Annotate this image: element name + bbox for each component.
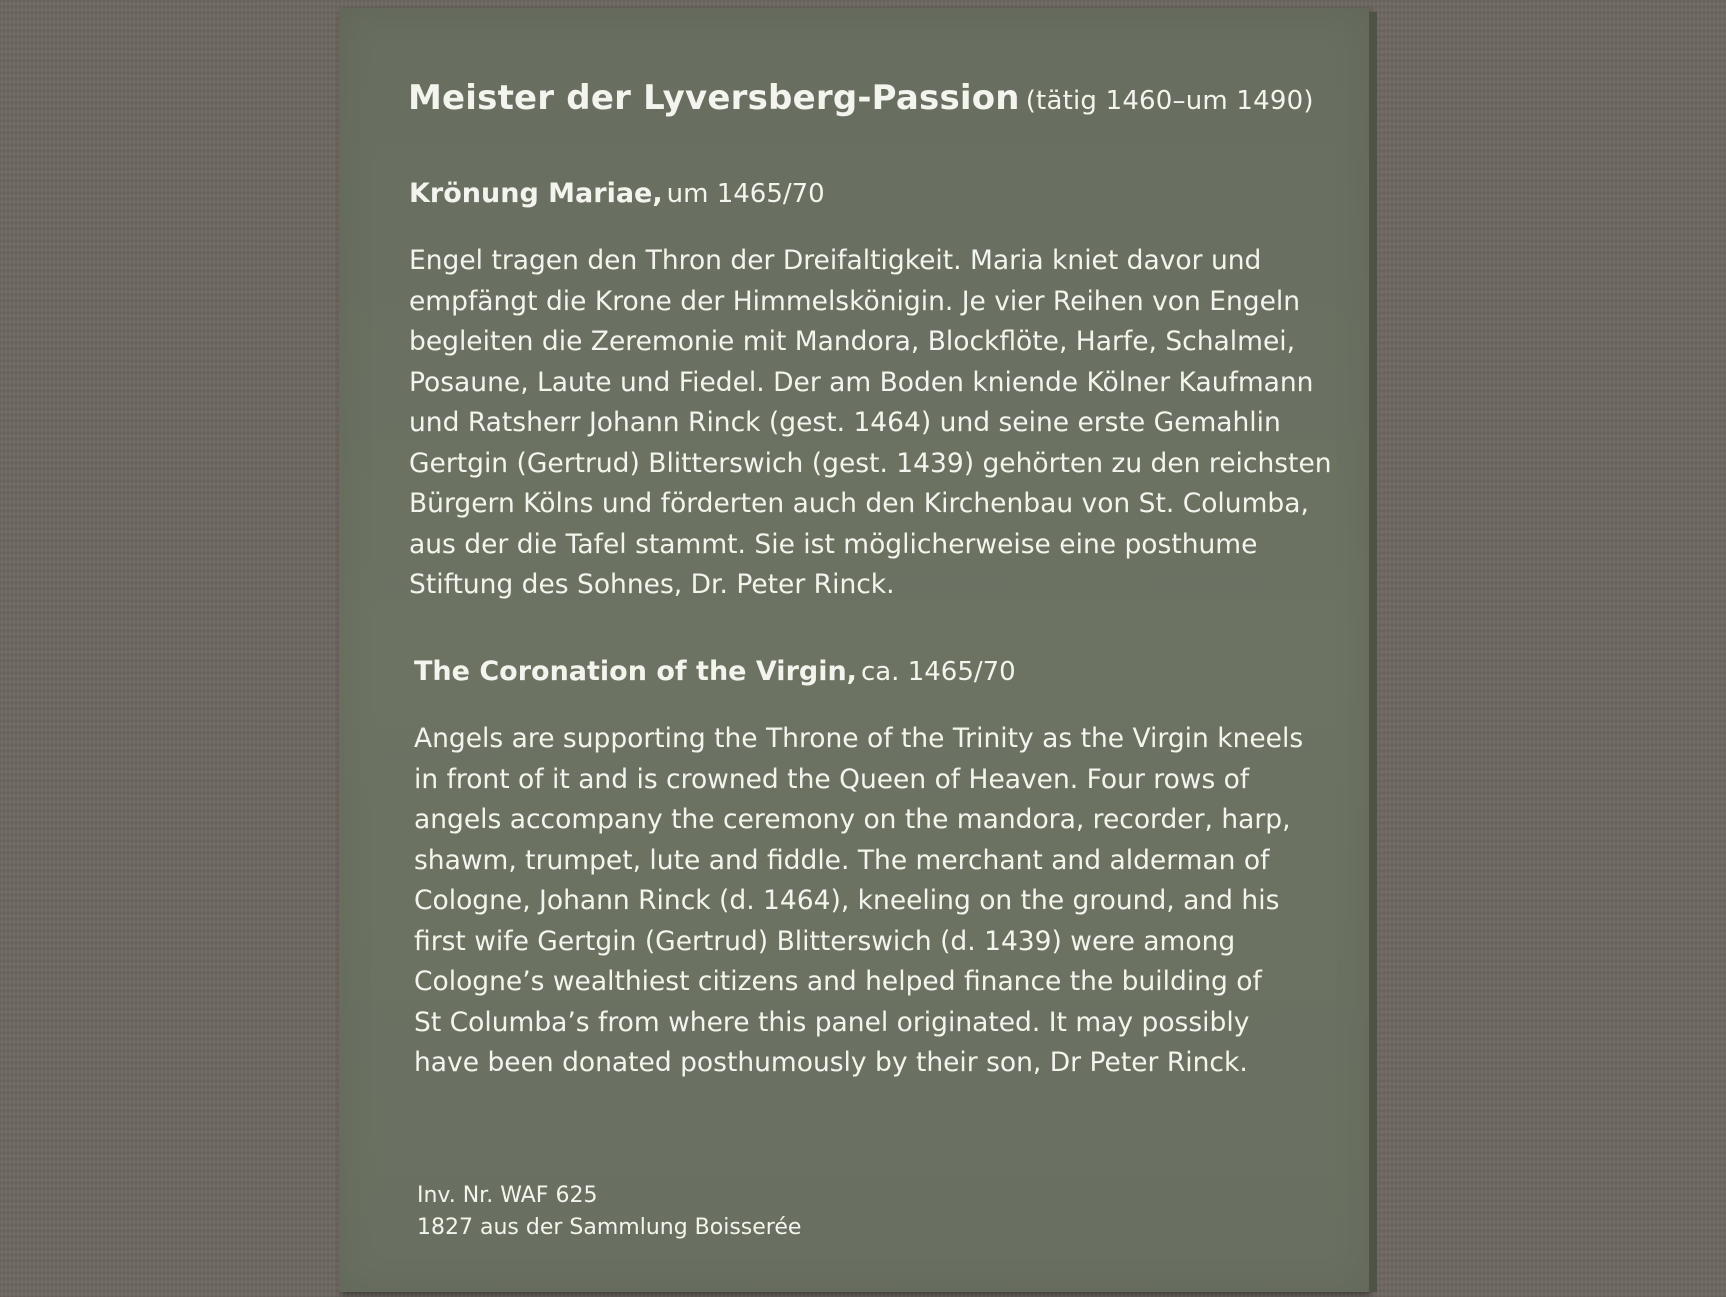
english-line: shawm, trumpet, lute and fiddle. The merchant and alderman of xyxy=(414,844,1270,876)
german-line: begleiten die Zeremonie mit Mandora, Blockflöte, Harfe, Schalmei, xyxy=(409,326,1296,357)
english-line: Angels are supporting the Throne of the Trinity as the Virgin kneels xyxy=(414,723,1304,754)
english-line: Cologne, Johann Rinck (d. 1464), kneeling on the ground, and his xyxy=(414,885,1280,916)
museum-label-panel xyxy=(339,8,1369,1292)
german-line: und Ratsherr Johann Rinck (gest. 1464) und seine erste Gemahlin xyxy=(409,407,1281,438)
german-line: aus der die Tafel stammt. Sie ist möglicherweise eine posthume xyxy=(409,528,1258,560)
artist-dates: (tätig 1460–um 1490) xyxy=(1025,86,1314,116)
german-line: empfängt die Krone der Himmelskönigin. Je vier Reihen von Engeln xyxy=(409,285,1301,317)
english-line: in front of it and is crowned the Queen of Heaven. Four rows of xyxy=(414,763,1250,795)
artist-name: Meister der Lyversberg-Passion xyxy=(408,78,1020,118)
english-title xyxy=(414,656,1016,687)
german-line: Bürgern Kölns und förderten auch den Kirchenbau von St. Columba, xyxy=(409,488,1309,519)
german-line: Stiftung des Sohnes, Dr. Peter Rinck. xyxy=(409,569,895,600)
inventory-block xyxy=(417,1180,801,1244)
german-title-text: Krönung Mariae, xyxy=(409,178,663,209)
english-line: St Columba’s from where this panel originated. It may possibly xyxy=(414,1006,1250,1038)
wall-right xyxy=(1368,0,1726,1297)
german-title xyxy=(409,178,825,209)
english-line: Cologne’s wealthiest citizens and helped finance the building of xyxy=(414,966,1262,997)
german-line: Gertgin (Gertrud) Blitterswich (gest. 1439) gehörten zu den reichsten xyxy=(409,447,1332,479)
german-date: um 1465/70 xyxy=(666,179,825,209)
panel-edge xyxy=(1369,12,1377,1292)
english-line: have been donated posthumously by their son, Dr Peter Rinck. xyxy=(414,1047,1248,1078)
wall-left xyxy=(0,0,340,1297)
english-line: first wife Gertgin (Gertrud) Blitterswich (d. 1439) were among xyxy=(414,925,1236,957)
artist-heading xyxy=(408,78,1314,118)
english-description xyxy=(414,719,1303,1084)
english-title-text: The Coronation of the Virgin, xyxy=(414,656,857,687)
inventory-number: Inv. Nr. WAF 625 xyxy=(417,1183,598,1208)
german-line: Posaune, Laute und Fiedel. Der am Boden kniende Kölner Kaufmann xyxy=(409,366,1314,398)
english-date: ca. 1465/70 xyxy=(860,657,1016,687)
german-line: Engel tragen den Thron der Dreifaltigkeit. Maria kniet davor und xyxy=(409,245,1262,276)
german-description xyxy=(409,241,1332,606)
english-line: angels accompany the ceremony on the mandora, recorder, harp, xyxy=(414,804,1291,835)
provenance: 1827 aus der Sammlung Boisserée xyxy=(417,1215,802,1240)
